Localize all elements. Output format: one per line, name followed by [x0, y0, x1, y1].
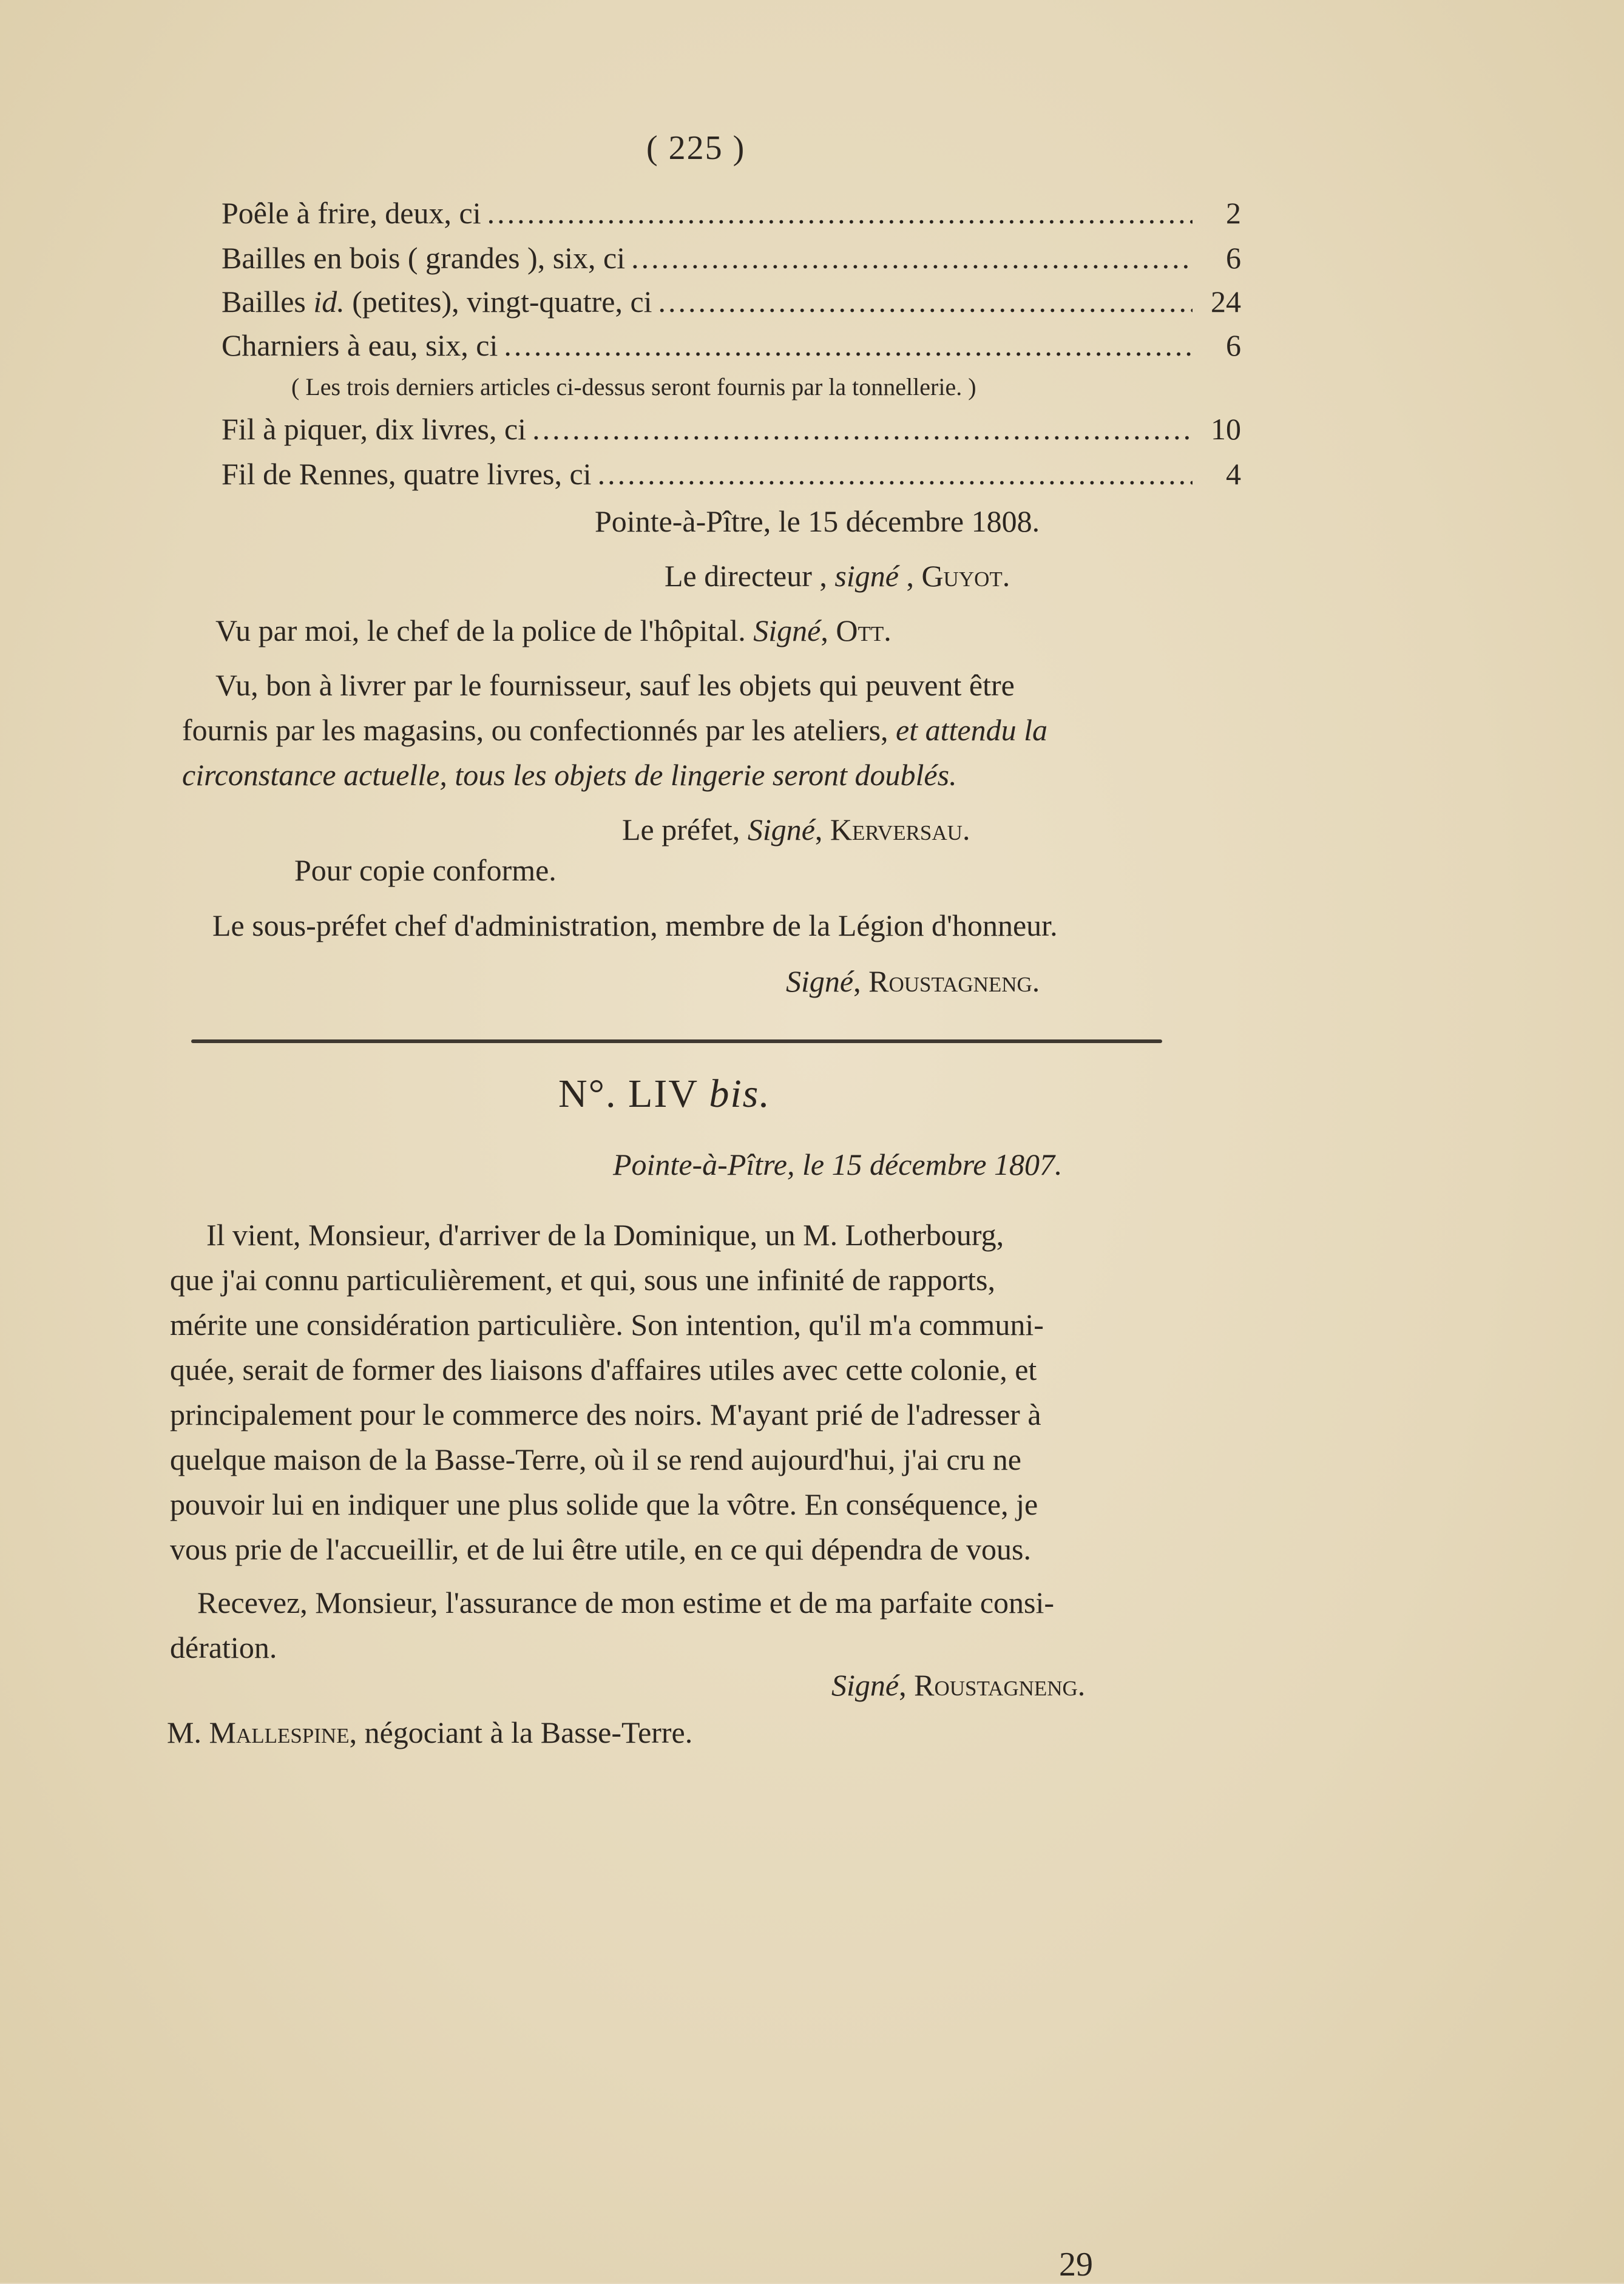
- leader-dots: [658, 284, 1193, 319]
- letter-line: pouvoir lui en indiquer une plus solide que la vôtre. En conséquence, je: [170, 1487, 1038, 1521]
- addressee: [167, 1715, 692, 1750]
- heading-bis: bis.: [709, 1072, 771, 1116]
- list-item: [222, 240, 1241, 282]
- signe-italic: signé: [834, 559, 899, 593]
- list-item: [222, 195, 1241, 237]
- list-item: [222, 456, 1241, 498]
- item-label: Bailles en bois ( grandes ), six, ci: [222, 241, 626, 275]
- prefet-signature: [622, 812, 970, 847]
- list-item: [222, 284, 1241, 325]
- item-label: Charniers à eau, six, ci: [222, 328, 498, 362]
- item-value: 6: [1226, 328, 1241, 362]
- pour-copie: Pour copie conforme.: [294, 853, 557, 887]
- section-heading: [558, 1071, 771, 1117]
- directeur-name: Guyot.: [921, 559, 1010, 593]
- place-date: Pointe-à-Pître, le 15 décembre 1808.: [595, 504, 1040, 538]
- item-label: [222, 284, 652, 319]
- letter-line: que j'ai connu particulièrement, et qui, sous une infinité de rapports,: [170, 1263, 996, 1297]
- leader-dots: [631, 240, 1193, 275]
- letter-place-date: Pointe-à-Pître, le 15 décembre 1807.: [613, 1147, 1063, 1181]
- roustagneng-name: Roustagneng.: [914, 1668, 1086, 1702]
- police-chief-name: Ott.: [836, 613, 892, 647]
- item-label: Poêle à frire, deux, ci: [222, 196, 481, 230]
- signe-italic: Signé: [831, 1668, 899, 1702]
- signe-italic: Signé: [747, 813, 815, 846]
- prefet-prefix: Le préfet,: [622, 813, 748, 846]
- separator: ,: [853, 964, 869, 998]
- signature-mark: 29: [1059, 2246, 1093, 2283]
- item-label: Fil de Rennes, quatre livres, ci: [222, 457, 592, 491]
- sous-prefet: Le sous-préfet chef d'administration, membre de la Légion d'honneur.: [212, 908, 1058, 942]
- addressee-name: M. Mallespine: [167, 1715, 350, 1749]
- item-value: 24: [1211, 285, 1241, 319]
- item-label-part: Bailles: [222, 285, 314, 319]
- separator: ,: [898, 559, 922, 593]
- leader-dots: [504, 328, 1193, 363]
- items-note: ( Les trois derniers articles ci-dessus seront fournis par la tonnellerie. ): [291, 373, 976, 400]
- item-value: 2: [1226, 196, 1241, 230]
- addressee-rest: , négociant à la Basse-Terre.: [349, 1715, 693, 1749]
- item-label: Fil à piquer, dix livres, ci: [222, 412, 527, 446]
- line2-text: fournis par les magasins, ou confectionnés par les ateliers,: [182, 713, 896, 747]
- directeur-signature: [665, 558, 1010, 593]
- item-label-part: (petites), vingt-quatre, ci: [344, 285, 652, 319]
- prefet-name: Kerversau.: [830, 813, 970, 846]
- vu-police: [215, 613, 892, 648]
- separator: ,: [899, 1668, 915, 1702]
- roustagneng-signature-1: [786, 964, 1040, 999]
- section-divider: [191, 1039, 1162, 1043]
- item-value: 6: [1226, 241, 1241, 275]
- letter-line: quée, serait de former des liaisons d'affaires utiles avec cette colonie, et: [170, 1353, 1037, 1387]
- leader-dots: [598, 456, 1193, 492]
- letter-line: principalement pour le commerce des noirs. M'ayant prié de l'adresser à: [170, 1397, 1041, 1431]
- signe-italic: Signé: [753, 613, 821, 647]
- separator: ,: [820, 613, 836, 647]
- closing-line: dération.: [170, 1630, 277, 1664]
- vu-police-text: Vu par moi, le chef de la police de l'hôpital.: [215, 613, 754, 647]
- roustagneng-signature-2: [831, 1667, 1085, 1703]
- heading-number: N°. LIV: [558, 1072, 709, 1116]
- letter-line: quelque maison de la Basse-Terre, où il se rend aujourd'hui, j'ai cru ne: [170, 1442, 1021, 1476]
- roustagneng-name: Roustagneng.: [868, 964, 1040, 998]
- letter-line: mérite une considération particulière. Son intention, qu'il m'a communi-: [170, 1308, 1044, 1342]
- leader-dots: [532, 411, 1193, 447]
- vu-fournisseur-line1: Vu, bon à livrer par le fournisseur, sauf les objets qui peuvent être: [215, 668, 1015, 702]
- letter-line: vous prie de l'accueillir, et de lui être utile, en ce qui dépendra de vous.: [170, 1532, 1031, 1566]
- closing-line: Recevez, Monsieur, l'assurance de mon estime et de ma parfaite consi-: [197, 1586, 1055, 1620]
- signe-italic: Signé: [786, 964, 854, 998]
- line2-italic: et attendu la: [896, 713, 1047, 747]
- vu-fournisseur-line3: circonstance actuelle, tous les objets de lingerie seront doublés.: [182, 758, 957, 792]
- item-label-italic: id.: [313, 285, 345, 319]
- item-value: 10: [1211, 412, 1241, 446]
- page-number: ( 225 ): [646, 129, 746, 167]
- separator: ,: [814, 813, 830, 846]
- leader-dots: [487, 195, 1193, 231]
- directeur-prefix: Le directeur ,: [665, 559, 835, 593]
- item-value: 4: [1226, 457, 1241, 491]
- vu-fournisseur-line2: [182, 708, 1047, 752]
- letter-line: Il vient, Monsieur, d'arriver de la Dominique, un M. Lotherbourg,: [206, 1218, 1004, 1252]
- list-item: [222, 411, 1241, 453]
- list-item: [222, 328, 1241, 369]
